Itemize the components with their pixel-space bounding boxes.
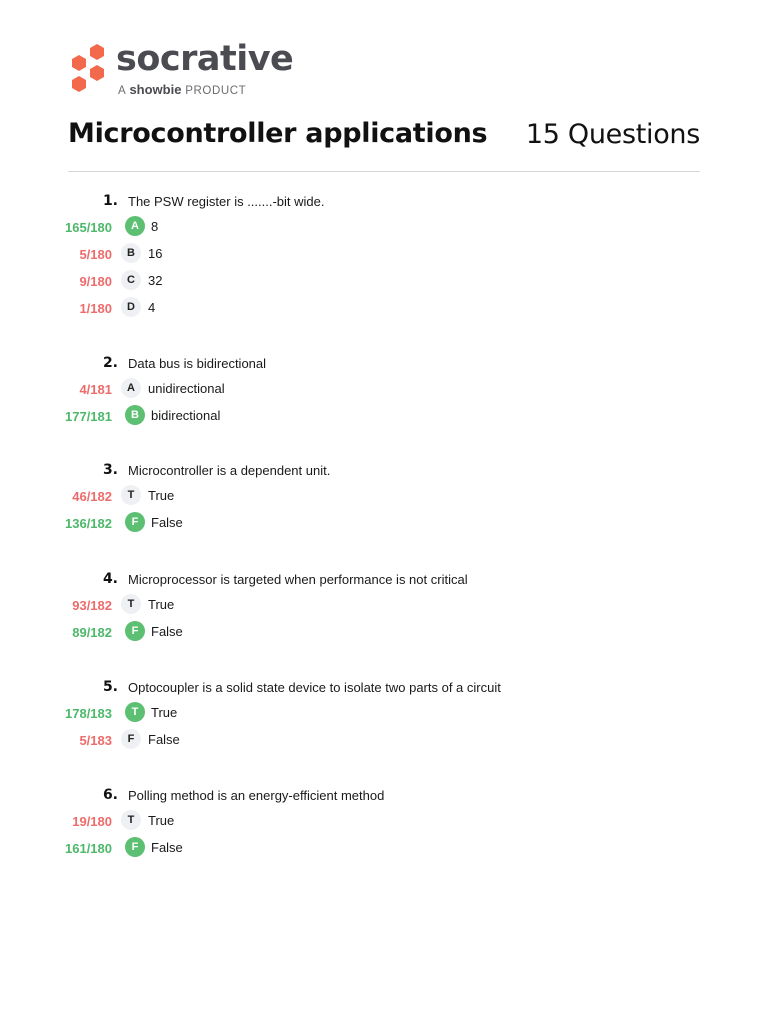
correct-answer-badge: F <box>125 512 145 532</box>
answer-row <box>0 836 768 863</box>
correct-response-count: 89/182 <box>72 625 112 640</box>
question-block <box>0 355 768 431</box>
answer-row <box>0 242 768 269</box>
answer-text: 8 <box>151 219 159 234</box>
header-divider <box>68 171 700 172</box>
answer-row <box>0 269 768 296</box>
brand-name: socrative <box>116 39 294 79</box>
question-line <box>0 355 768 377</box>
answer-text: False <box>148 732 180 747</box>
answer-letter-badge: T <box>121 810 141 830</box>
answer-text: unidirectional <box>148 381 225 396</box>
incorrect-response-count: 5/180 <box>79 247 112 262</box>
answer-row <box>0 215 768 242</box>
question-line <box>0 679 768 701</box>
question-number: 3. <box>102 462 118 478</box>
tagline-prefix: A <box>118 85 126 97</box>
question-line <box>0 571 768 593</box>
answer-text: 32 <box>148 273 163 288</box>
answer-letter-badge: B <box>121 243 141 263</box>
answer-text: False <box>151 515 183 530</box>
answer-text: True <box>148 597 175 612</box>
answer-text: bidirectional <box>151 408 221 423</box>
brand-tagline <box>118 82 246 97</box>
answer-letter-badge: C <box>121 270 141 290</box>
question-line <box>0 462 768 484</box>
answer-text: True <box>148 813 175 828</box>
question-text: Microcontroller is a dependent unit. <box>128 463 331 478</box>
question-number: 5. <box>102 679 118 695</box>
answer-text: True <box>151 705 178 720</box>
question-text: Microprocessor is targeted when performance is not critical <box>128 572 468 587</box>
correct-response-count: 136/182 <box>65 516 112 531</box>
question-text: Polling method is an energy-efficient method <box>128 788 385 803</box>
answer-row <box>0 620 768 647</box>
incorrect-response-count: 5/183 <box>79 733 112 748</box>
question-number: 4. <box>102 571 118 587</box>
correct-answer-badge: F <box>125 621 145 641</box>
tagline-suffix: PRODUCT <box>185 85 247 97</box>
answer-row <box>0 701 768 728</box>
answer-row <box>0 377 768 404</box>
answer-letter-badge: F <box>121 729 141 749</box>
answer-letter-badge: T <box>121 485 141 505</box>
hexagon-logo-icon <box>67 43 107 95</box>
question-count: 15 Questions <box>525 119 700 150</box>
correct-answer-badge: A <box>125 216 145 236</box>
answer-row <box>0 484 768 511</box>
question-text: Data bus is bidirectional <box>128 356 267 371</box>
incorrect-response-count: 93/182 <box>72 598 112 613</box>
answer-text: 16 <box>148 246 163 261</box>
question-block <box>0 193 768 323</box>
answer-letter-badge: A <box>121 378 141 398</box>
answer-row <box>0 296 768 323</box>
answer-row <box>0 809 768 836</box>
answer-text: True <box>148 488 175 503</box>
quiz-title: Microcontroller applications <box>68 118 488 149</box>
answer-row <box>0 404 768 431</box>
correct-response-count: 161/180 <box>65 841 112 856</box>
answer-text: False <box>151 624 183 639</box>
correct-answer-badge: F <box>125 837 145 857</box>
correct-response-count: 178/183 <box>65 706 112 721</box>
question-block <box>0 679 768 755</box>
question-block <box>0 462 768 538</box>
answer-row <box>0 728 768 755</box>
correct-response-count: 165/180 <box>65 220 112 235</box>
question-block <box>0 787 768 863</box>
answer-letter-badge: T <box>121 594 141 614</box>
correct-answer-badge: B <box>125 405 145 425</box>
incorrect-response-count: 1/180 <box>79 301 112 316</box>
answer-row <box>0 593 768 620</box>
question-block <box>0 571 768 647</box>
correct-answer-badge: T <box>125 702 145 722</box>
answer-row <box>0 511 768 538</box>
question-text: The PSW register is .......-bit wide. <box>128 194 325 209</box>
question-number: 6. <box>102 787 118 803</box>
incorrect-response-count: 9/180 <box>79 274 112 289</box>
question-number: 1. <box>102 193 118 209</box>
correct-response-count: 177/181 <box>65 409 112 424</box>
answer-letter-badge: D <box>121 297 141 317</box>
question-line <box>0 787 768 809</box>
incorrect-response-count: 4/181 <box>79 382 112 397</box>
question-line <box>0 193 768 215</box>
incorrect-response-count: 46/182 <box>72 489 112 504</box>
incorrect-response-count: 19/180 <box>72 814 112 829</box>
answer-text: 4 <box>148 300 156 315</box>
question-text: Optocoupler is a solid state device to isolate two parts of a circuit <box>128 680 501 695</box>
answer-text: False <box>151 840 183 855</box>
tagline-brand: showbie <box>129 82 182 97</box>
question-number: 2. <box>102 355 118 371</box>
